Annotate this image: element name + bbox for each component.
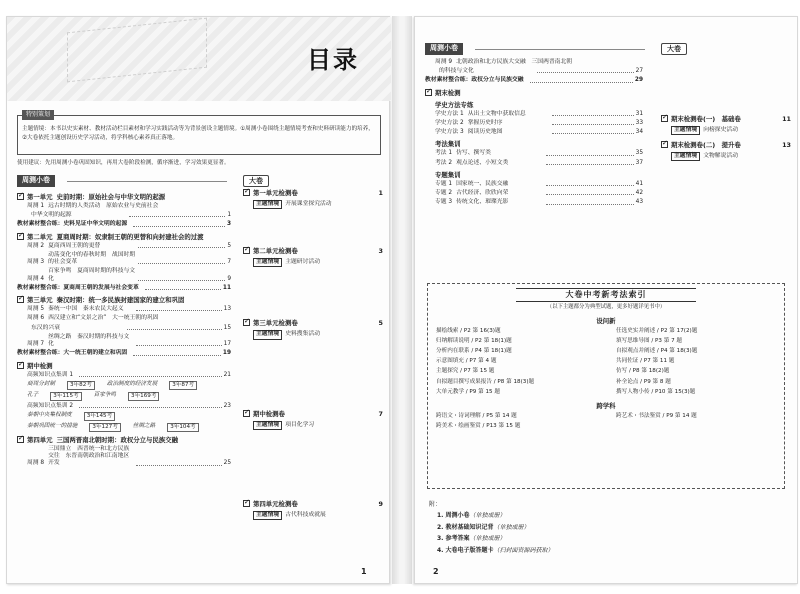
da-column-right	[661, 115, 791, 161]
row-label: 周测 4	[27, 275, 45, 282]
row-title: 北朝政治和北方民族大交融 三国两晋南北朝	[456, 59, 573, 65]
row-label: 教材素材整合练：政权分立与民族交融	[425, 77, 524, 84]
row-label: 专题 2	[435, 190, 453, 197]
theme-text: 史料搜集活动	[285, 331, 320, 338]
toc-row	[17, 350, 231, 357]
unit-title: 秦汉时期：统一多民族封建国家的建立和巩固	[56, 296, 185, 305]
index-grid-2	[436, 413, 776, 430]
row-title: 丝绸之路 秦汉时期的科技与文化	[48, 333, 130, 348]
row-page: 13	[223, 306, 232, 313]
index-item: 自拟观点并阐述 / P4 第 18(3)题	[616, 348, 698, 355]
big-exam-heading	[243, 410, 383, 418]
handwritten-text: 政治制度的经济发展	[106, 380, 158, 387]
big-exam-item	[243, 247, 383, 267]
unit-name: 第四单元	[27, 435, 53, 444]
big-exam-title: 第三单元检测卷	[253, 319, 298, 328]
leader-dots	[546, 204, 634, 205]
intro-tag: 特别策划	[22, 110, 54, 120]
index-item: 跨语文・诗词理解 / P5 第 14 题	[436, 412, 517, 419]
theme-row	[661, 152, 791, 161]
leader-dots	[133, 355, 221, 356]
row-label: 周测 6	[27, 315, 45, 322]
row-page: 23	[223, 402, 231, 409]
row-title: 西汉建立和“文景之治” 大一统王朝的巩固	[48, 315, 159, 322]
row-label: 学史方法 2	[435, 119, 464, 126]
appendix-item	[429, 510, 554, 521]
row-label: 高频知识点集训 1	[27, 371, 74, 378]
toc-row	[17, 325, 231, 332]
theme-row	[243, 511, 383, 520]
leader-dots	[546, 155, 634, 156]
toc-row	[17, 203, 231, 210]
check-icon	[17, 296, 24, 303]
zhou-label-right: 周测小卷	[425, 43, 463, 55]
row-title: 动荡变化中的春秋时期 战国时期的社会变革	[48, 251, 136, 266]
toc-row	[425, 111, 643, 118]
page-number: 1	[361, 567, 367, 576]
theme-row	[661, 126, 791, 135]
row-page: 37	[635, 159, 644, 166]
toc-row	[17, 403, 231, 410]
row-page: 17	[223, 341, 232, 348]
row-label: 周测 8	[27, 460, 45, 467]
handwritten-note	[17, 381, 231, 390]
handwritten-text: 3年127考	[89, 423, 120, 432]
index-item: 撰写人物小传 / P10 第 15(3)题	[616, 388, 696, 395]
row-page: 33	[635, 119, 644, 126]
toc-row	[17, 446, 231, 468]
toc-row	[425, 59, 643, 66]
index-item: 填写思维导图 / P3 第 7 题	[616, 337, 683, 344]
notes-head: 附：	[429, 501, 442, 508]
handwritten-text: 3年169考	[128, 392, 159, 401]
leader-dots	[133, 226, 225, 227]
appendix-note: （单独成册）	[469, 512, 506, 520]
page-title: 目录	[307, 46, 359, 74]
unit-title: 史前时期：原始社会与中华文明的起源	[56, 193, 166, 201]
row-label: 考法 1	[435, 150, 453, 157]
leader-dots	[145, 289, 221, 290]
leader-dots	[79, 407, 222, 408]
appendix-note: （单独成册）	[469, 535, 506, 543]
row-title: 百家争鸣 夏商周时期的科技与文化	[48, 268, 136, 282]
index-grid-1	[436, 328, 776, 396]
big-exam-page: 7	[378, 409, 383, 418]
toc-row	[425, 68, 643, 75]
leader-dots	[546, 185, 634, 186]
leader-dots	[138, 263, 226, 264]
row-page: 27	[635, 68, 644, 75]
row-title: 观点论述、小短文类	[456, 159, 509, 166]
row-title: 国家统一、民族交融	[456, 180, 509, 187]
toc-row	[425, 150, 643, 157]
group-heading	[425, 101, 643, 109]
row-label: 周测 9	[435, 59, 453, 65]
toc-row	[17, 221, 231, 228]
check-icon	[243, 319, 250, 326]
row-title: 中华文明的起源	[31, 212, 72, 219]
handwritten-note	[17, 392, 231, 401]
toc-row	[17, 334, 231, 348]
header-graphic	[7, 17, 391, 101]
toc-row	[425, 160, 643, 167]
intro-box	[17, 111, 381, 155]
row-page: 1	[227, 212, 232, 219]
big-exam-page: 5	[378, 319, 383, 328]
theme-text: 主题研讨活动	[285, 259, 320, 266]
index-item: 自拟题目撰写成果报告 / P8 第 18(3)题	[436, 378, 535, 385]
index-item: 跨艺术・书法鉴赏 / P9 第 14 题	[616, 412, 697, 419]
leader-dots	[129, 216, 225, 217]
row-label: 教材素材整合练：史料见证中华文明的起源	[17, 221, 128, 228]
big-exam-title: 第一单元检测卷	[253, 189, 298, 197]
group-title: 学史方法专练	[435, 100, 474, 109]
row-page: 42	[635, 190, 644, 197]
group-title: 专题集训	[435, 170, 461, 179]
leader-dots	[138, 247, 226, 248]
divider-line	[67, 181, 227, 182]
leader-dots	[552, 115, 634, 116]
theme-row	[243, 330, 383, 339]
big-exam-item	[243, 319, 383, 339]
theme-tag: 主题情境	[253, 200, 282, 209]
big-exam-item	[243, 189, 383, 209]
theme-tag: 主题情境	[253, 330, 282, 339]
theme-tag: 主题情境	[671, 126, 700, 135]
index-item: 示意图填充 / P7 第 4 题	[436, 358, 497, 365]
leader-dots	[552, 133, 634, 134]
index-item: 主题探究 / P7 第 15 题	[436, 368, 495, 375]
big-exam-page: 11	[782, 115, 791, 123]
row-label: 周测 5	[27, 306, 45, 313]
exam-index-box	[427, 283, 785, 489]
leader-dots	[552, 124, 634, 125]
row-page: 19	[222, 350, 231, 357]
leader-dots	[136, 345, 222, 346]
row-label: 周测 7	[27, 341, 45, 348]
row-label: 学史方法 3	[435, 129, 464, 136]
row-page: 25	[223, 460, 232, 467]
appendix-note: （单独成册）	[493, 523, 530, 531]
row-page: 9	[227, 275, 232, 282]
group-heading	[425, 140, 643, 148]
leader-dots	[79, 376, 222, 377]
handwritten-text: 百家争鸣	[93, 391, 117, 398]
row-page: 29	[634, 77, 643, 84]
big-exam-title: 期中检测卷	[253, 409, 285, 418]
row-page: 7	[227, 259, 232, 266]
toc-row	[425, 199, 643, 206]
handwritten-text: 丝绸之路	[132, 422, 156, 429]
row-page: 35	[635, 150, 644, 157]
unit-heading	[17, 296, 231, 304]
big-exam-heading	[243, 247, 383, 255]
intro-text: 主题情境：本书以史实素材、教材活动栏目素材和学习实践活动等为背景创设主题情境。①周测小卷围绕主题情境考查和史料研读能力的培养，②大卷依托主题创设历史学习活动，将学科核心素养真正落地。	[22, 126, 374, 141]
big-exam-title: 第二单元检测卷	[253, 247, 298, 256]
decorative-frame	[67, 18, 207, 83]
final-heading	[425, 89, 643, 97]
appendix-notes	[429, 499, 554, 556]
big-exam-item	[243, 500, 383, 520]
big-exam-item	[661, 141, 791, 161]
group-heading	[425, 171, 643, 179]
book-gutter	[392, 16, 412, 584]
unit-heading	[17, 436, 231, 444]
da-label: 大卷	[243, 175, 269, 187]
group-title: 考法集训	[435, 140, 461, 149]
right-page	[414, 16, 798, 584]
index-item: 描绘线索 / P2 第 16(3)题	[436, 327, 501, 334]
theme-tag: 主题情境	[671, 152, 700, 161]
row-title: 东汉的兴衰	[31, 324, 60, 331]
big-exam-page: 3	[378, 247, 383, 256]
big-exam-page: 9	[378, 499, 383, 508]
unit-heading	[17, 362, 231, 370]
theme-text: 文物解说活动	[703, 153, 738, 160]
big-exam-title: 期末检测卷(二) 提升卷	[671, 141, 741, 150]
theme-tag: 主题情境	[253, 258, 282, 267]
appendix-item	[429, 522, 554, 533]
row-title: 掌握历史时序	[467, 119, 503, 126]
row-page: 15	[223, 324, 232, 331]
index-head-2: 跨学科	[596, 401, 616, 410]
check-icon	[17, 362, 24, 369]
row-label: 教材素材整合练：夏商周王朝的发展与社会变革	[17, 284, 139, 291]
index-item: 任选史实并阐述 / P2 第 17(2)题	[616, 327, 698, 334]
leader-dots	[136, 310, 222, 311]
leader-dots	[546, 194, 634, 195]
big-exam-heading	[243, 319, 383, 327]
big-exam-item	[661, 115, 791, 135]
row-page: 3	[226, 221, 231, 228]
check-icon	[425, 89, 432, 96]
index-item: 分析内在联系 / P4 第 18(1)题	[436, 348, 512, 355]
row-title: 古代经济、欣欣向荣	[456, 190, 509, 197]
index-item: 共同佐证 / P7 第 11 题	[616, 358, 675, 365]
toc-row	[425, 77, 643, 84]
row-label: 周测 3	[27, 259, 45, 266]
theme-text: 开展课堂探究活动	[285, 201, 332, 207]
row-page: 41	[635, 180, 644, 187]
index-item: 仿写 / P8 第 18(2)题	[616, 368, 670, 375]
appendix-item	[429, 533, 554, 544]
row-label: 专题 3	[435, 199, 453, 206]
unit-title: 夏商周时期：奴隶制王朝的更替和向封建社会的过渡	[56, 232, 204, 241]
leader-dots	[138, 280, 226, 281]
toc-row	[17, 315, 231, 322]
big-exam-heading	[661, 141, 791, 149]
unit-heading	[17, 193, 231, 201]
toc-row	[17, 268, 231, 282]
row-page: 31	[635, 110, 644, 117]
divider-line	[475, 49, 645, 50]
unit-heading	[17, 233, 231, 241]
toc-row	[17, 243, 231, 250]
unit-name: 第一单元	[27, 193, 53, 201]
leader-dots	[537, 72, 633, 73]
toc-row	[17, 306, 231, 313]
zhou-column	[17, 189, 231, 468]
big-exam-heading	[243, 189, 383, 197]
final-title: 期末检测	[435, 88, 461, 97]
appendix-name: 4. 大卷电子版答题卡	[437, 546, 494, 554]
theme-row	[243, 258, 383, 267]
row-page: 5	[227, 242, 232, 249]
big-exam-page: 13	[782, 141, 791, 150]
handwritten-text: 孔子	[27, 391, 39, 398]
row-title: 的科技与文化	[439, 68, 474, 75]
da-label-right: 大卷	[661, 43, 687, 55]
index-subtitle: （以下主题都分为典型试题，更多好题详见书中）	[546, 304, 666, 310]
check-icon	[243, 410, 250, 417]
leader-dots	[127, 329, 221, 330]
row-title: 远古时期的人类活动 原始农业与史前社会	[48, 203, 159, 209]
check-icon	[17, 193, 24, 200]
row-page: 34	[635, 129, 644, 136]
row-page: 21	[223, 371, 231, 378]
unit-name: 第三单元	[27, 296, 53, 305]
handwritten-text: 3年87考	[169, 381, 197, 390]
handwritten-text: 秦朝巩固统一的措施	[27, 422, 78, 429]
theme-text: 向榜探史活动	[703, 127, 738, 133]
leader-dots	[136, 465, 222, 466]
row-page: 43	[635, 199, 644, 206]
check-icon	[243, 189, 250, 196]
theme-tag: 主题情境	[253, 511, 282, 520]
handwritten-text: 3年82考	[67, 381, 95, 390]
page-number-right: 2	[433, 567, 439, 576]
leader-dots	[530, 82, 633, 83]
toc-row	[17, 252, 231, 266]
big-exam-title: 第四单元检测卷	[253, 499, 298, 508]
handwritten-text: 3年104考	[167, 423, 198, 432]
theme-tag: 主题情境	[253, 421, 282, 430]
index-head-1: 设问新	[596, 316, 616, 325]
row-title: 传统文化、璀璨光影	[456, 199, 509, 206]
zhou-label: 周测小卷	[17, 175, 55, 187]
toc-row	[425, 190, 643, 197]
big-exam-item	[243, 410, 383, 430]
appendix-name: 2. 教材基础知识记背	[437, 523, 494, 531]
appendix-note: （扫封面资源码获取）	[493, 546, 554, 554]
toc-row	[17, 212, 231, 219]
theme-text: 项目化学习	[285, 421, 315, 428]
zhou-column-right	[425, 57, 643, 207]
check-icon	[661, 115, 668, 122]
unit-title: 三国两晋南北朝时期：政权分立与民族交融	[56, 435, 178, 444]
row-title: 夏商西周王朝的更替	[48, 242, 101, 249]
row-page: 11	[222, 284, 231, 291]
leader-dots	[546, 164, 634, 165]
theme-row	[243, 421, 383, 430]
handwritten-text: 秦朝中央集权制度	[27, 411, 72, 418]
check-icon	[243, 500, 250, 507]
index-item: 补全论点 / P9 第 8 题	[616, 378, 671, 385]
toc-row	[425, 120, 643, 127]
toc-row	[17, 372, 231, 379]
row-label: 高频知识点集训 2	[27, 402, 74, 409]
left-page	[6, 16, 390, 584]
index-title: 大卷中考新考法索引	[516, 288, 696, 302]
index-item: 归纳解读说明 / P2 第 18(1)题	[436, 337, 512, 344]
row-label: 教材素材整合练：大一统王朝的建立和巩固	[17, 350, 128, 357]
index-item: 跨美术・绘画鉴赏 / P13 第 15 题	[436, 422, 521, 429]
row-title: 仿写、撰写类	[456, 150, 491, 157]
row-title: 从出土文物中获取信息	[467, 110, 526, 117]
appendix-name: 3. 参考答案	[437, 535, 470, 543]
big-exam-heading	[661, 115, 791, 123]
handwritten-note	[17, 423, 231, 432]
big-exam-heading	[243, 500, 383, 508]
row-title: 阅读历史地图	[467, 129, 503, 136]
toc-row	[17, 285, 231, 292]
theme-row	[243, 200, 383, 209]
handwritten-text: 3年115考	[50, 392, 81, 401]
check-icon	[17, 233, 24, 240]
row-label: 专题 1	[435, 180, 453, 187]
row-label: 学史方法 1	[435, 110, 464, 117]
da-column	[243, 189, 383, 520]
theme-text: 古代科技成就展	[285, 511, 326, 518]
toc-row	[425, 129, 643, 136]
check-icon	[17, 436, 24, 443]
row-label: 周测 2	[27, 242, 45, 249]
usage-note: 使用建议：先用周测小卷巩固知识，再用大卷阶段检测，循序渐进，学习效果更显著。	[17, 160, 230, 166]
appendix-item	[429, 545, 554, 556]
row-title: 秦统一中国 秦末农民大起义	[48, 306, 124, 313]
check-icon	[243, 247, 250, 254]
unit-name: 第二单元	[27, 232, 53, 241]
unit-name: 期中检测	[27, 361, 53, 370]
row-title: 三国鼎立 西晋统一和北方民族交往 东晋南朝政治和江南地区开发	[48, 445, 130, 467]
handwritten-note	[17, 412, 231, 421]
check-icon	[661, 141, 668, 148]
appendix-name: 1. 周测小卷	[437, 512, 470, 520]
row-label: 周测 1	[27, 203, 45, 209]
big-exam-page: 1	[378, 189, 383, 197]
handwritten-text: 3年145考	[84, 412, 115, 421]
row-label: 考法 2	[435, 159, 453, 166]
handwritten-text: 商周分封制	[27, 380, 55, 387]
big-exam-title: 期末检测卷(一) 基础卷	[671, 115, 741, 123]
toc-row	[425, 181, 643, 188]
index-item: 大单元教学 / P9 第 15 题	[436, 388, 500, 395]
